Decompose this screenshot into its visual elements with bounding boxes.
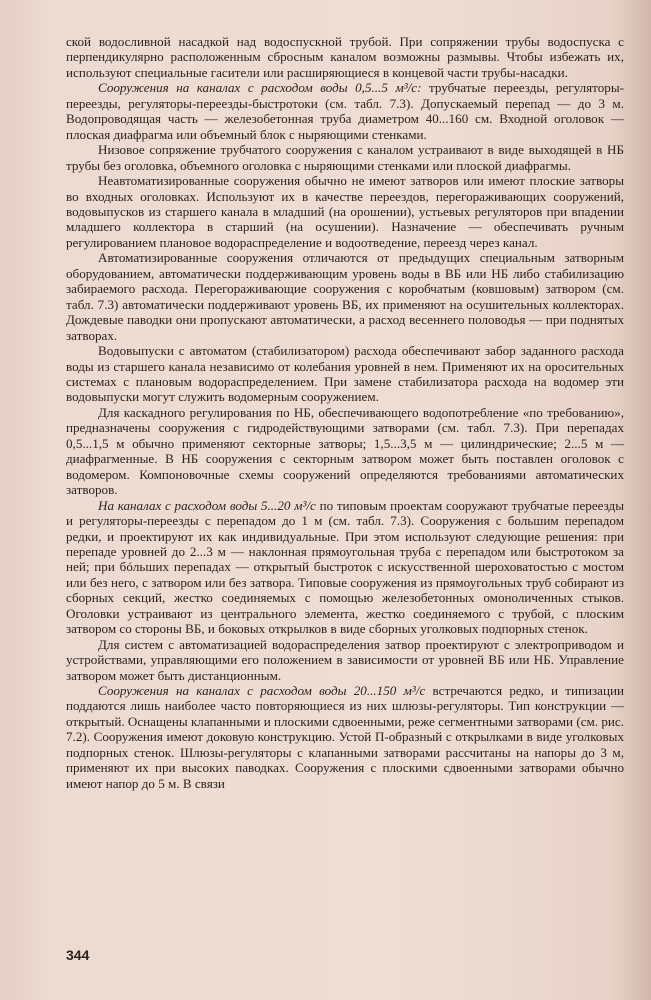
paragraph-10 (66, 683, 624, 791)
paragraph-8 (66, 498, 624, 637)
paragraph-5 (66, 250, 624, 343)
paragraph-3 (66, 142, 624, 173)
page-number: 344 (66, 947, 90, 963)
paragraph-10-text: встречаются редко, и типизации поддаются лишь наиболее часто повторяющиеся из них шлюзы-регуляторы. Тип конструкции — открытый. Оснащены клапанными и плоскими сдвоенными, реже сегментными затворами (см. рис. 7.2). Сооружения имеют доковую конструкцию. Устой П-образный с открылками в виде уголковых подпорных стенок. Шлюзы-регуляторы с клапанными затворами рассчитаны на напоры до 3 м, применяют их при высоких паводках. Сооружения с плоскими сдвоенными затворами обычно имеют напор до 5 м. В связи (66, 683, 624, 791)
paragraph-1 (66, 34, 624, 80)
paragraph-5-text: Автоматизированные сооружения отличаются от предыдущих специальным затворным оборудованием, автоматически поддерживающим уровень воды в ВБ или НБ либо стабилизацию забираемого расхода. Перегораживающие сооружения с коробчатым (ковшовым) затвором (см. табл. 7.3) автоматически поддерживают уровень ВБ, их применяют на осушительных коллекторах. Дождевые паводки они пропускают автоматически, а расход весеннего половодья — при поднятых затворах. (66, 250, 624, 343)
paragraph-2-text: трубчатые переезды, регуляторы-переезды, регуляторы-переезды-быстротоки (см. табл. 7.3). Допускаемый перепад — до 3 м. Водопроводящая часть — железобетонная труба диаметром 40...160 см. Входной оголовок — плоская диафрагма или объемный блок с ныряющими стенками. (66, 80, 624, 142)
paragraph-1-text: ской водосливной насадкой над водоспускной трубой. При сопряжении трубы водоспуска с перпендикулярно расположенным сбросным каналом возможны размывы. Чтобы избежать их, используют специальные гасители или расширяющиеся в концевой части трубы-насадки. (66, 34, 624, 80)
paragraph-3-text: Низовое сопряжение трубчатого сооружения с каналом устраивают в виде выходящей в НБ трубы без оголовка, объемного оголовка с ныряющими стенками или плоской диафрагмы. (66, 142, 624, 173)
paragraph-8-lead: На каналах с расходом воды 5...20 м³/с (98, 497, 316, 513)
paragraph-10-lead: Сооружения на каналах с расходом воды 20...150 м³/с (98, 683, 426, 699)
paragraph-4 (66, 173, 624, 250)
paragraph-9-text: Для систем с автоматизацией водораспределения затвор проектируют с электроприводом и устройствами, управляющими его положением в зависимости от уровней ВБ или НБ. Управление затвором может быть дистанционным. (66, 636, 624, 683)
paragraph-4-text: Неавтоматизированные сооружения обычно не имеют затворов или имеют плоские затворы во входных оголовках. Используют их в качестве переездов, перегораживающих сооружений, водовыпусков из старшего канала в младший (на орошении), устьевых регуляторов при впадении младшего коллектора в старший (на осушении). Назначение — обеспечивать ручным регулированием плановое водораспределение и водоотведение, переезд через канал. (66, 173, 624, 250)
paragraph-8-text: по типовым проектам сооружают трубчатые переезды и регуляторы-переезды с перепадом до 1 м (см. табл. 7.3). Сооружения с большим перепадом редки, и проектируют их как индивидуальные. При этом используют следующие решения: при перепаде уровней до 2...3 м — наклонная прямоугольная труба с перепадом или быстротоком за ней; при бóльших перепадах — открытый быстроток с искусственной шероховатостью с мостом или без него, с затвором или без затвора. Типовые сооружения из прямоугольных труб собирают из сборных секций, жестко соединяемых с помощью железобетонных омоноличенных стыков. Оголовки устраивают из центрального элемента, жестко соединяемого с трубой, с плоским затвором со стороны ВБ, и боковых открылков в виде сборных уголковых подпорных стенок. (66, 497, 624, 637)
text-column (66, 34, 624, 791)
paragraph-6 (66, 343, 624, 405)
paragraph-2-lead: Сооружения на каналах с расходом воды 0,5...5 м³/с: (98, 80, 422, 96)
paragraph-2 (66, 80, 624, 142)
paragraph-7 (66, 405, 624, 498)
paragraph-6-text: Водовыпуски с автоматом (стабилизатором) расхода обеспечивают забор заданного расхода воды из старшего канала независимо от колебания уровней в нем. Применяют их на оросительных системах с плановым водораспределением. При замене стабилизатора расхода на водомер эти водовыпуски могут служить водомерным сооружением. (66, 343, 624, 405)
paragraph-7-text: Для каскадного регулирования по НБ, обеспечивающего водопотребление «по требованию», предназначены сооружения с гидродействующими затворами (см. табл. 7.3). При перепадах 0,5...1,5 м обычно применяют секторные затворы; 1,5...3,5 м — цилиндрические; 2...5 м — диафрагменные. В НБ сооружения с секторным затвором может быть поставлен оголовок с водомером. Компоновочные схемы сооружений определяются требованиями автоматических затворов. (66, 404, 624, 498)
paragraph-9 (66, 637, 624, 683)
